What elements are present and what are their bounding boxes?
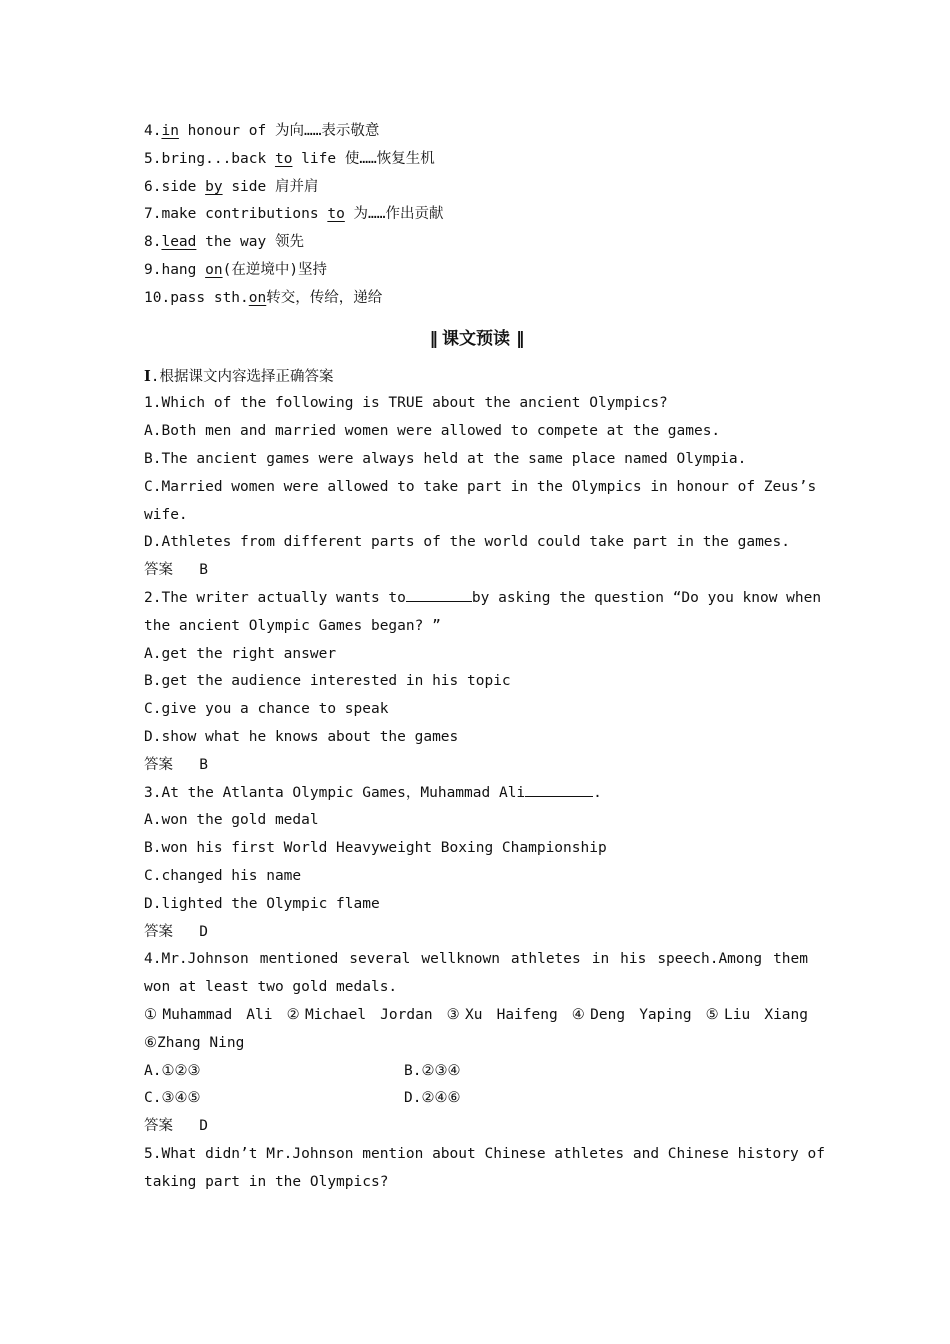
question-1-stem: 1.Which of the following is TRUE about the ancient Olympics? [144,395,668,412]
question-1-option-c-cont: wife. [144,506,188,523]
phrase-item-7 [144,201,808,229]
question-5-stem-cont: taking part in the Olympics? [144,1173,389,1190]
answer-label: 答案 [144,1118,173,1135]
question-4-athlete-list: ①Muhammad Ali ②Michael Jordan ③Xu Haifeng ④Deng Yaping ⑤Liu Xiang [144,1006,808,1023]
question-text: by asking the question “Do you know when [471,589,822,606]
question-2-stem-cont: the ancient Olympic Games began? ” [144,617,441,634]
answer-value: D [199,923,208,940]
question-1-option-c: C.Married women were allowed to take part in the Olympics in honour of Zeus’s [144,478,817,495]
page-content [144,118,825,1196]
phrase-number: 8. [144,234,162,251]
section-title-bar-left: ‖ [429,328,436,349]
part-roman-numeral: Ⅰ [144,367,151,385]
question-1-option-a: A.Both men and married women were allowed to compete at the games. [144,423,721,440]
question-3-option-c: C.changed his name [144,867,302,884]
phrase-text: honour of 为向……表示敬意 [178,123,380,139]
answer-value: B [199,756,208,773]
question-2-option-c: C.give you a chance to speak [144,701,389,718]
question-3-option-d: D.lighted the Olympic flame [144,895,380,912]
phrase-number: 5. [144,150,162,167]
question-4-stem: 4.Mr.Johnson mentioned several wellknown athletes in his speech.Among them [144,951,808,968]
question-text: 2.The writer actually wants to [144,589,406,606]
phrase-text: side [161,178,206,195]
part-heading [144,363,808,391]
question-3-option-b: B.won his first World Heavyweight Boxing Championship [144,840,607,857]
question-3-option-a: A.won the gold medal [144,812,319,829]
phrase-answer: on [205,261,223,278]
phrase-item-6 [144,174,808,202]
question-4-option-d: D.②④⑥ [404,1090,461,1107]
question-4-option-b: B.②③④ [404,1062,461,1079]
phrase-answer: by [205,178,223,195]
question-4-stem-cont: won at least two gold medals. [144,979,398,996]
phrase-number: 10. [144,289,171,306]
phrase-item-4 [144,118,808,146]
question-1-option-d: D.Athletes from different parts of the world could take part in the games. [144,534,791,551]
question-1-answer [144,557,808,585]
question-3-stem [144,780,808,808]
phrase-text: hang [161,261,206,278]
question-2-answer [144,752,808,780]
question-2-option-a: A.get the right answer [144,645,337,662]
answer-label: 答案 [144,756,173,773]
phrase-item-10 [144,285,808,313]
phrase-text: 转交，传给，递给 [266,289,383,306]
phrase-answer: to [274,150,293,167]
phrase-number: 7. [144,206,162,223]
phrase-item-5 [144,146,808,174]
phrase-answer: to [327,206,345,223]
question-text: . [593,784,602,801]
phrase-text: side 肩并肩 [222,178,319,195]
question-4-options-row-1 [144,1058,808,1086]
phrase-text: 为……作出贡献 [344,206,444,223]
question-2-stem [144,585,822,613]
answer-blank [406,587,472,602]
section-title-bar-right: ‖ [516,328,523,349]
answer-value: D [199,1118,208,1135]
question-4-answer [144,1113,808,1141]
question-text: 3.At the Atlanta Olympic Games，Muhammad Ali [144,784,526,801]
question-4-options-row-2 [144,1085,808,1113]
section-title [144,319,808,359]
phrase-answer: lead [161,234,197,251]
answer-label: 答案 [144,923,173,940]
question-4-option-a: A.①②③ [144,1062,201,1079]
answer-blank [525,782,593,797]
phrase-text: bring...back [161,150,275,167]
question-3-answer [144,919,808,947]
phrase-number: 9. [144,261,162,278]
section-title-text: 课文预读 [442,328,510,349]
phrase-text: the way 领先 [196,234,304,251]
question-5-stem: 5.What didn’t Mr.Johnson mention about Chinese athletes and Chinese history of [144,1145,825,1162]
phrase-text: pass sth. [170,289,249,306]
question-2-option-b: B.get the audience interested in his topic [144,673,511,690]
answer-value: B [199,562,208,579]
phrase-answer: on [248,289,267,306]
question-4-option-c: C.③④⑤ [144,1090,201,1107]
phrase-text: (在逆境中)坚持 [222,261,328,278]
answer-label: 答案 [144,562,173,579]
question-4-athlete-list-cont: ⑥Zhang Ning [144,1034,245,1051]
phrase-answer: in [161,123,179,139]
question-2-option-d: D.show what he knows about the games [144,728,459,745]
phrase-number: 4. [144,123,162,139]
phrase-number: 6. [144,178,162,195]
phrase-item-8 [144,229,808,257]
question-1-option-b: B.The ancient games were always held at the same place named Olympia. [144,450,747,467]
phrase-text: make contributions [161,206,328,223]
phrase-text: life 使……恢复生机 [292,150,435,167]
part-title: .根据课文内容选择正确答案 [150,368,334,385]
phrase-item-9 [144,257,808,285]
